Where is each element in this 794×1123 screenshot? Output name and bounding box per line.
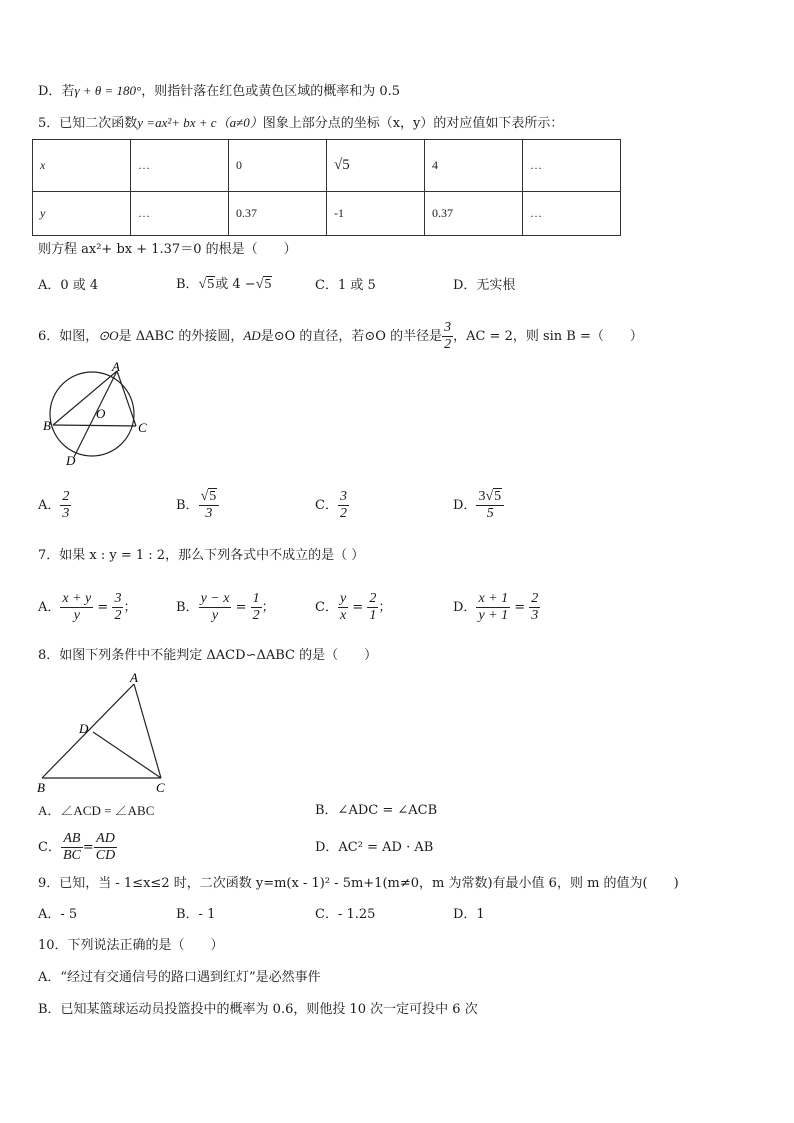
q6-option-d	[453, 484, 504, 528]
q6b-prefix: B．	[176, 498, 199, 513]
frac-den: BC	[62, 848, 81, 863]
q10-stem: 10．下列说法正确的是（ ）	[38, 938, 224, 953]
q6c-prefix: C．	[315, 498, 338, 513]
frac-num	[476, 489, 504, 506]
frac-den: 2	[114, 608, 122, 623]
q8-option-d: D．AC² = AD · AB	[315, 840, 434, 855]
q6-ad: AD	[243, 328, 261, 343]
frac-den: 5	[486, 506, 494, 521]
frac-den: y + 1	[478, 608, 509, 623]
frac-num: 2	[369, 591, 377, 606]
q5b-mid: 或 4 −	[215, 277, 256, 292]
table-cell: …	[523, 140, 621, 192]
q8c-prefix: C．	[38, 840, 61, 855]
table-cell: 4	[425, 140, 523, 192]
table-cell: …	[523, 192, 621, 236]
label-c: C	[156, 780, 165, 795]
q7d-right	[529, 591, 540, 624]
label-o: O	[96, 406, 106, 421]
frac-num: 2	[531, 591, 539, 606]
q5-option-a: A．0 或 4	[38, 278, 99, 293]
q5-option-c: C．1 或 5	[315, 278, 376, 293]
q6-circle-figure	[40, 362, 150, 468]
label-c: C	[138, 420, 147, 435]
q5-value-table	[32, 139, 621, 236]
q4d-prefix: D．若	[38, 84, 75, 99]
segment-ac	[117, 371, 136, 426]
q7-option-b: B． $\frac{y - x}{y}$ = $\frac{1}{2}$ ；	[176, 591, 275, 623]
q5-option-d: D．无实根	[453, 278, 516, 293]
frac-den: x	[339, 608, 347, 623]
table-cell: x	[33, 140, 131, 192]
q6d-prefix: D．	[453, 498, 477, 513]
q9-option-b: B．- 1	[176, 907, 216, 922]
label-d: D	[79, 721, 89, 736]
frac-den: 1	[369, 608, 377, 623]
q7b-prefix: B．	[176, 600, 199, 615]
frac-num: x + 1	[478, 591, 509, 606]
q8c-right	[94, 831, 117, 864]
frac-num: 3	[444, 320, 452, 335]
q6d-fraction	[476, 489, 504, 522]
table-cell: 0.37	[229, 192, 327, 236]
q5-question: 则方程 ax²+ bx + 1.37＝0 的根是（ ）	[38, 242, 297, 257]
q8-option-b: B．∠ADC = ∠ACB	[315, 803, 438, 818]
segment-ac	[134, 684, 161, 778]
q9-option-a: A．- 5	[38, 907, 78, 922]
table-row	[33, 140, 621, 192]
radicand: 5	[494, 489, 502, 504]
q8-option-a: A．∠ACD = ∠ABC	[38, 803, 155, 818]
q6-stem-c: 是⊙O 的直径，若⊙O 的半径是	[260, 329, 443, 344]
semicolon: ；	[378, 600, 392, 615]
frac-den: 2	[339, 506, 347, 521]
q9-option-d: D．1	[453, 907, 485, 922]
sqrt-icon: √5	[200, 489, 217, 504]
q5b-radicand-1: 5	[207, 277, 215, 292]
table-cell: …	[131, 140, 229, 192]
segment-bc	[53, 425, 136, 426]
q5-option-b	[176, 276, 272, 294]
q6-stem	[38, 316, 643, 357]
q8-stem: 8．如图下列条件中不能判定 ΔACD∽ΔABC 的是（ ）	[38, 648, 378, 663]
q6-stem-a: 6．如图，	[38, 329, 99, 344]
q10-option-b: B．已知某篮球运动员投篮投中的概率为 0.6，则他投 10 次一定可投中 6 次	[38, 1002, 478, 1017]
q10-option-a: A．“经过有交通信号的路口遇到红灯”是必然事件	[38, 970, 321, 985]
table-row	[33, 192, 621, 236]
q9-option-c: C．- 1.25	[315, 907, 376, 922]
q6a-fraction	[60, 489, 71, 522]
q5b-prefix: B．	[176, 277, 199, 292]
radicand: 5	[209, 489, 217, 504]
table-cell: 0.37	[425, 192, 523, 236]
q6c-fraction	[338, 489, 349, 522]
q6-stem-b: 是 ΔABC 的外接圆，	[118, 329, 244, 344]
semicolon: ；	[261, 600, 275, 615]
frac-num: 3	[339, 489, 347, 504]
label-b: B	[43, 418, 51, 433]
frac-den: 3	[531, 608, 539, 623]
q6-option-c	[315, 484, 349, 528]
table-cell: y	[33, 192, 131, 236]
sqrt-icon: √5	[255, 277, 272, 292]
q4d-equation: γ + θ = 180°	[74, 83, 142, 98]
q9-stem: 9．已知，当 - 1≤x≤2 时，二次函数 y=m(x - 1)² - 5m+1(m≠0，m 为常数)有最小值 6，则 m 的值为( )	[38, 876, 679, 891]
frac-num: y − x	[200, 591, 230, 606]
q8-option-c: C． $\frac{AB}{BC}$ = $\frac{AD}{CD}$	[38, 831, 116, 863]
frac-den: 3	[62, 506, 70, 521]
q7-option-d: D． $\frac{x + 1}{y + 1}$ = $\frac{2}{3}$	[453, 591, 539, 623]
segment-ab	[53, 371, 117, 425]
q7a-left	[60, 591, 93, 624]
label-d: D	[66, 453, 76, 468]
frac-num: x + y	[62, 591, 92, 606]
q7a-right	[112, 591, 123, 624]
q5-stem	[38, 114, 563, 133]
q5-stem-a: 5．已知二次函数	[38, 116, 138, 131]
q8c-left	[61, 831, 83, 864]
semicolon: ；	[123, 600, 137, 615]
q7a-prefix: A．	[38, 600, 61, 615]
coefficient: 3	[478, 489, 486, 504]
frac-den: 2	[252, 608, 260, 623]
frac-num	[199, 489, 220, 506]
q4-option-d	[38, 82, 400, 101]
frac-num: AD	[94, 831, 117, 848]
frac-num: y	[339, 591, 347, 606]
q6-circle: ⊙O	[98, 328, 119, 343]
frac-num: AB	[61, 831, 83, 848]
q6-option-b	[176, 484, 219, 528]
q6-radius-fraction	[442, 320, 453, 353]
frac-den: CD	[95, 848, 116, 863]
frac-den: 2	[444, 337, 452, 352]
q7-option-a: A． $\frac{x + y}{y}$ = $\frac{3}{2}$ ；	[38, 591, 137, 623]
segment-cd	[93, 732, 161, 778]
frac-den: 3	[205, 506, 213, 521]
table-cell: √5	[327, 140, 425, 192]
frac-num: 1	[252, 591, 260, 606]
label-a: A	[112, 362, 120, 374]
q4d-suffix: ，则指针落在红色或黄色区域的概率和为 0.5	[141, 84, 401, 99]
q5b-radicand-2: 5	[264, 277, 272, 292]
sqrt-icon: √5	[485, 489, 502, 504]
q7d-left	[476, 591, 510, 624]
frac-num: 3	[114, 591, 122, 606]
q7c-prefix: C．	[315, 600, 338, 615]
q8-triangle-figure	[34, 670, 174, 796]
q7d-prefix: D．	[453, 600, 477, 615]
q7-option-c: C． $\frac{y}{x}$ = $\frac{2}{1}$ ；	[315, 591, 392, 623]
table-cell: …	[131, 192, 229, 236]
q6b-fraction	[199, 489, 220, 522]
q7b-left	[199, 591, 232, 624]
label-a: A	[130, 670, 138, 685]
label-b: B	[37, 780, 45, 795]
q5-stem-b: 图象上部分点的坐标（x，y）的对应值如下表所示：	[262, 116, 564, 131]
frac-den: y	[211, 608, 219, 623]
q7c-right	[367, 591, 378, 624]
table-cell: 0	[229, 140, 327, 192]
frac-den: y	[73, 608, 80, 623]
q6a-prefix: A．	[38, 498, 61, 513]
frac-num: 2	[62, 489, 70, 504]
q6-option-a	[38, 484, 71, 528]
q5-function: y =ax²+ bx + c（a≠0）	[137, 115, 263, 130]
table-cell: -1	[327, 192, 425, 236]
q7c-left	[338, 591, 348, 624]
sqrt-icon: √5	[198, 277, 215, 292]
q6-stem-d: ，AC = 2，则 sin B =（ ）	[453, 329, 643, 344]
q7b-right	[251, 591, 262, 624]
q7-stem: 7．如果 x : y = 1 : 2，那么下列各式中不成立的是（ ）	[38, 548, 365, 563]
